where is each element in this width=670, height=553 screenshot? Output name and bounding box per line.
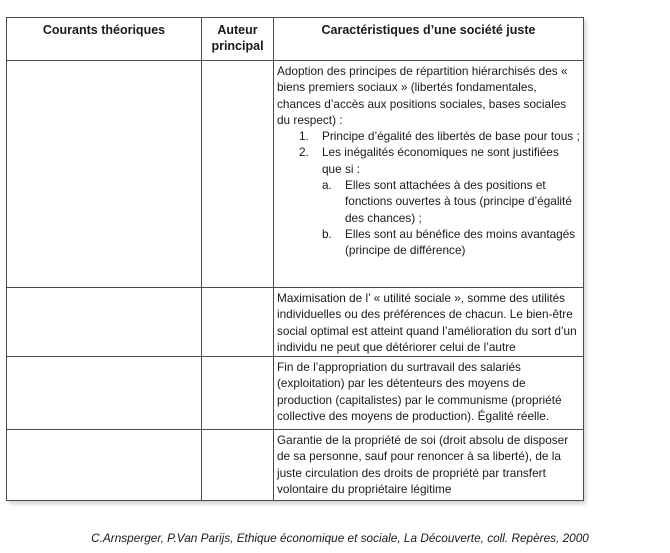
- principle-text: Les inégalités économiques ne sont justifiées que si :: [322, 145, 559, 176]
- sub-principle-text: Elles sont au bénéfice des moins avantagés (principe de différence): [345, 226, 576, 258]
- principle-text: Principe d’égalité des libertés de base pour tous ;: [322, 129, 580, 144]
- cell-caracteristiques: [274, 61, 584, 288]
- cell-courant: [7, 61, 202, 288]
- utilitarianism-text: Maximisation de l’ « utilité sociale », somme des utilités individuelles ou des préférences de chacun. Le bien-être social optimal est atteint quand l’amélioration du sort d’un individu ne peut que détériorer celui de l’autre: [277, 291, 577, 354]
- principles-list: [277, 128, 580, 258]
- header-caracteristiques: Caractéristiques d’une société juste: [274, 18, 584, 61]
- cell-courant: [7, 288, 202, 357]
- cell-courant: [7, 430, 202, 501]
- cell-auteur: [202, 288, 274, 357]
- cell-caracteristiques: [274, 288, 584, 357]
- principle-number: 1.: [299, 129, 309, 144]
- sub-principle-item: [322, 226, 580, 259]
- cell-caracteristiques: [274, 430, 584, 501]
- theories-table-container: [6, 17, 583, 501]
- cell-courant: [7, 357, 202, 430]
- rawls-intro: Adoption des principes de répartition hiérarchisés des « biens premiers sociaux » (libertés fondamentales, chances d’accès aux positions sociales, bases sociales du respect) :: [277, 64, 568, 127]
- cell-auteur: [202, 430, 274, 501]
- header-auteur-line1: Auteur: [217, 23, 258, 37]
- sub-principle-letter: b.: [322, 226, 332, 241]
- sub-principle-item: [322, 177, 580, 226]
- table-row: [7, 61, 584, 288]
- table-row: [7, 357, 584, 430]
- cell-auteur: [202, 61, 274, 288]
- principle-number: 2.: [299, 145, 309, 160]
- cell-caracteristiques: [274, 357, 584, 430]
- table-row: [7, 430, 584, 501]
- cell-auteur: [202, 357, 274, 430]
- header-courants: Courants théoriques: [7, 18, 202, 61]
- header-auteur: [202, 18, 274, 61]
- principle-item: [277, 144, 580, 258]
- header-auteur-line2: principal: [211, 39, 264, 53]
- source-citation: C.Arnsperger, P.Van Parijs, Ethique économique et sociale, La Découverte, coll. Repères, 2000: [91, 531, 589, 545]
- table-header-row: [7, 18, 584, 61]
- sub-principles-list: [322, 177, 580, 258]
- sub-principle-letter: a.: [322, 178, 332, 193]
- sub-principle-text: Elles sont attachées à des positions et fonctions ouvertes à tous (principe d’égalité des chances) ;: [345, 178, 572, 225]
- theories-table: [6, 17, 584, 501]
- marxism-text: Fin de l’appropriation du surtravail des salariés (exploitation) par les détenteurs des moyens de production (capitalistes) par le communisme (propriété collective des moyens de production). Égalité réelle.: [277, 360, 562, 424]
- table-row: [7, 288, 584, 357]
- principle-item: [277, 128, 580, 144]
- libertarianism-text: Garantie de la propriété de soi (droit absolu de disposer de sa personne, sauf pour renoncer à sa liberté), de la juste circulation des droits de propriété par transfert volontaire du propriétaire légitime: [277, 433, 569, 497]
